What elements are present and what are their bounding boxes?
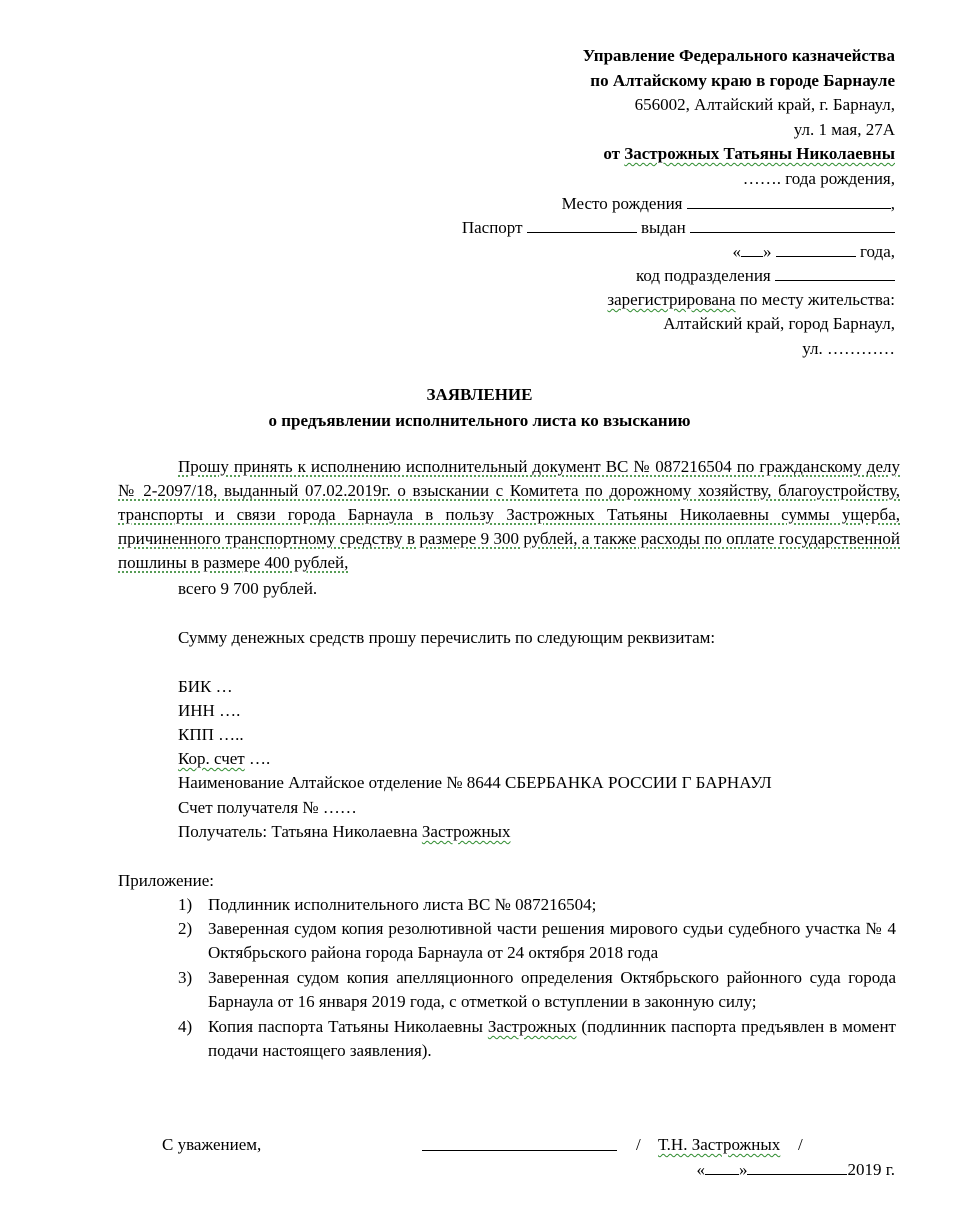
requisite-bik: БИК … xyxy=(178,677,233,696)
recipient-surname: Застрожных xyxy=(421,822,511,841)
passport-label: Паспорт xyxy=(461,218,523,237)
attachment-item xyxy=(178,893,896,917)
attachment-number: 2) xyxy=(178,919,193,938)
attachment-number: 4) xyxy=(178,1017,193,1036)
month-blank xyxy=(776,239,856,257)
signature-date-open: « xyxy=(696,1160,705,1179)
signature-year: 2019 г. xyxy=(847,1160,895,1179)
signature-month-blank xyxy=(747,1157,847,1175)
registration-rest: по месту жительства: xyxy=(735,290,895,309)
recipient-label: Получатель: Татьяна Николаевна xyxy=(178,822,422,841)
attachment-surname: Застрожных xyxy=(487,1017,577,1036)
addressee-line-4: ул. 1 мая, 27А xyxy=(793,120,895,139)
city-line: Алтайский край, город Барнаул, xyxy=(663,314,895,333)
signature-slash: / xyxy=(636,1135,641,1154)
passport-number-blank xyxy=(527,215,637,233)
signature-blank xyxy=(422,1133,617,1151)
attachment-text: Заверенная судом копия резолютивной части решения мирового судьи судебного участка № 4 Октябрьского района города Барнаула от 24 октября 2018 года xyxy=(208,919,896,962)
attachment-text-end: (подлинник паспорта предъявлен в момент подачи настоящего заявления). xyxy=(208,1017,896,1060)
birth-year-line: ……. года рождения, xyxy=(742,169,895,188)
attachment-item xyxy=(178,966,896,1014)
issued-label: выдан xyxy=(641,218,686,237)
division-code-line xyxy=(636,263,895,288)
addressee-line-2: по Алтайскому краю в городе Барнауле xyxy=(590,71,895,90)
kor-account-label: Кор. счет xyxy=(178,749,245,768)
birthplace-line: Место рождения , xyxy=(562,191,895,216)
transfer-paragraph: Сумму денежных средств прошу перечислить по следующим реквизитам: xyxy=(178,628,716,647)
division-code-label: код подразделения xyxy=(635,266,771,285)
date-open-quote: « xyxy=(732,242,741,261)
passport-date-line xyxy=(732,239,895,264)
signature-day-blank xyxy=(705,1157,739,1175)
birthplace-blank xyxy=(687,191,891,209)
addressee-line-3: 656002, Алтайский край, г. Барнаул, xyxy=(634,95,895,114)
street-line: ул. ………… xyxy=(802,339,895,358)
requisite-kor-account xyxy=(178,747,270,771)
issued-by-blank xyxy=(690,215,895,233)
attachment-text: Заверенная судом копия апелляционного определения Октябрьского районного суда города Барнаула от 16 января 2019 года, с отметкой о вступлении в законную силу; xyxy=(208,968,896,1011)
attachment-text xyxy=(208,1015,896,1063)
sender-line xyxy=(603,142,895,166)
attachments-heading: Приложение: xyxy=(118,871,214,890)
regards-text: С уважением, xyxy=(162,1135,262,1154)
division-code-blank xyxy=(775,263,895,281)
year-suffix: года, xyxy=(859,242,895,261)
attachment-item xyxy=(178,917,896,965)
signer-name xyxy=(658,1133,780,1157)
signature-line xyxy=(422,1133,617,1158)
kor-account-value: …. xyxy=(244,749,271,768)
signer-name-text: Т.Н. Застрожных xyxy=(658,1135,781,1154)
registration-word: зарегистрирована xyxy=(607,290,736,309)
requisite-inn: ИНН …. xyxy=(178,701,241,720)
document-title: ЗАЯВЛЕНИЕ xyxy=(426,385,533,404)
attachment-number: 3) xyxy=(178,968,193,987)
day-blank xyxy=(741,239,763,257)
requisite-recipient xyxy=(178,820,510,844)
attachment-text-start: Копия паспорта Татьяны Николаевны xyxy=(208,1017,488,1036)
sender-prefix: от xyxy=(603,144,625,163)
sender-name: Застрожных Татьяны Николаевны xyxy=(624,144,895,163)
signature-date-close: » xyxy=(738,1160,748,1179)
request-paragraph: Прошу принять к исполнению исполнительный документ ВС № 087216504 по гражданскому делу № 2-2097/18, выданный 07.02.2019г. о взыскании с Комитета по дорожному хозяйству, благоустройству, транспорты и связи города Барнаула в пользу Застрожных Татьяны Николаевны суммы ущерба, причиненного транспортному средству в размере 9 300 рублей, а также расходы по оплате государственной пошлины в размере 400 рублей, xyxy=(118,457,900,572)
addressee-line-1: Управление Федерального казначейства xyxy=(582,46,895,65)
registration-line xyxy=(607,288,895,312)
signature-date-line xyxy=(696,1157,895,1182)
passport-line xyxy=(462,215,895,240)
signature-slash-end: / xyxy=(798,1135,803,1154)
date-close-quote: » xyxy=(762,242,772,261)
birthplace-label: Место рождения xyxy=(561,194,683,213)
attachment-text: Подлинник исполнительного листа ВС № 087216504; xyxy=(208,895,597,914)
total-amount: всего 9 700 рублей. xyxy=(178,579,318,598)
document-subtitle: о предъявлении исполнительного листа ко взысканию xyxy=(268,411,691,430)
attachment-number: 1) xyxy=(178,895,193,914)
requisite-kpp: КПП ….. xyxy=(178,725,244,744)
requisite-bank-name: Наименование Алтайское отделение № 8644 СБЕРБАНКА РОССИИ Г БАРНАУЛ xyxy=(178,773,772,792)
attachment-item xyxy=(178,1015,896,1063)
requisite-account: Счет получателя № …… xyxy=(178,798,357,817)
